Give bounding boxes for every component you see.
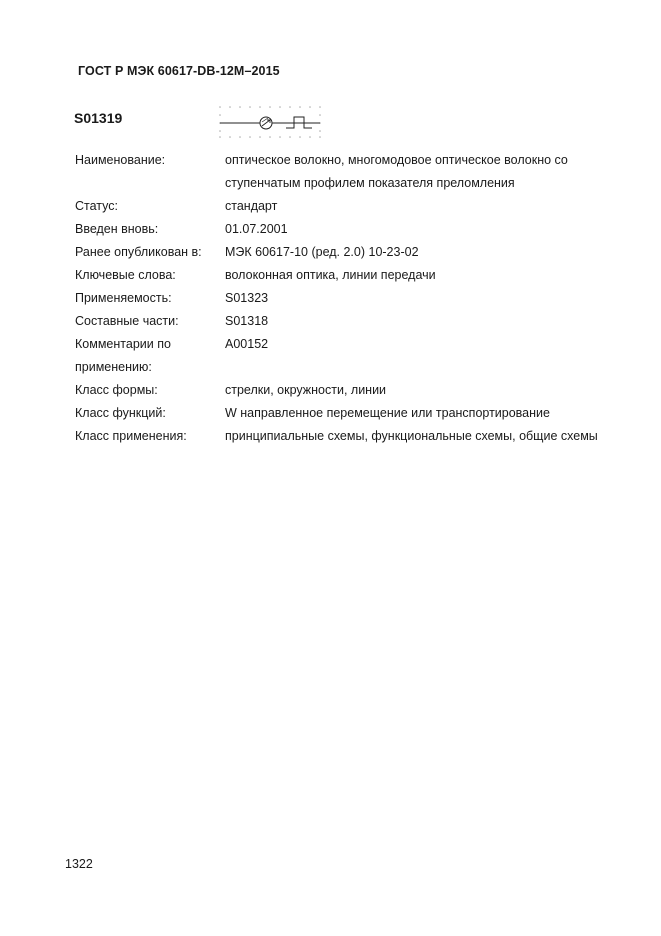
property-value: оптическое волокно, многомодовое оптическое волокно со ступенчатым профилем показателя преломления xyxy=(225,153,568,190)
property-row xyxy=(75,287,615,310)
property-row xyxy=(75,218,615,241)
property-list xyxy=(75,149,615,448)
property-row xyxy=(75,333,615,379)
property-row xyxy=(75,379,615,402)
property-label: Ключевые слова: xyxy=(75,268,176,282)
property-label: Комментарии по применению: xyxy=(75,337,171,374)
property-value: A00152 xyxy=(225,337,269,351)
property-label: Ранее опубликован в: xyxy=(75,245,202,259)
property-row xyxy=(75,425,615,448)
property-label: Составные части: xyxy=(75,314,179,328)
property-value: МЭК 60617-10 (ред. 2.0) 10-23-02 xyxy=(225,245,419,259)
property-label: Класс применения: xyxy=(75,429,187,443)
property-row xyxy=(75,149,615,195)
property-row xyxy=(75,402,615,425)
property-value: S01323 xyxy=(225,291,269,305)
property-row xyxy=(75,241,615,264)
symbol-code: S01319 xyxy=(74,110,123,126)
property-label: Наименование: xyxy=(75,153,166,167)
property-value: стандарт xyxy=(225,199,278,213)
property-value: S01318 xyxy=(225,314,269,328)
property-value: принципиальные схемы, функциональные схемы, общие схемы xyxy=(225,429,598,443)
property-row xyxy=(75,264,615,287)
page-number: 1322 xyxy=(65,857,93,871)
optical-fiber-symbol-icon xyxy=(216,104,326,140)
property-value: W направленное перемещение или транспортирование xyxy=(225,406,550,420)
property-label: Статус: xyxy=(75,199,118,213)
standard-title: ГОСТ Р МЭК 60617-DB-12M–2015 xyxy=(78,64,280,78)
property-label: Применяемость: xyxy=(75,291,172,305)
property-value: волоконная оптика, линии передачи xyxy=(225,268,436,282)
property-value: 01.07.2001 xyxy=(225,222,288,236)
property-label: Класс формы: xyxy=(75,383,158,397)
property-row xyxy=(75,195,615,218)
property-label: Класс функций: xyxy=(75,406,166,420)
property-label: Введен вновь: xyxy=(75,222,159,236)
property-row xyxy=(75,310,615,333)
property-value: стрелки, окружности, линии xyxy=(225,383,387,397)
